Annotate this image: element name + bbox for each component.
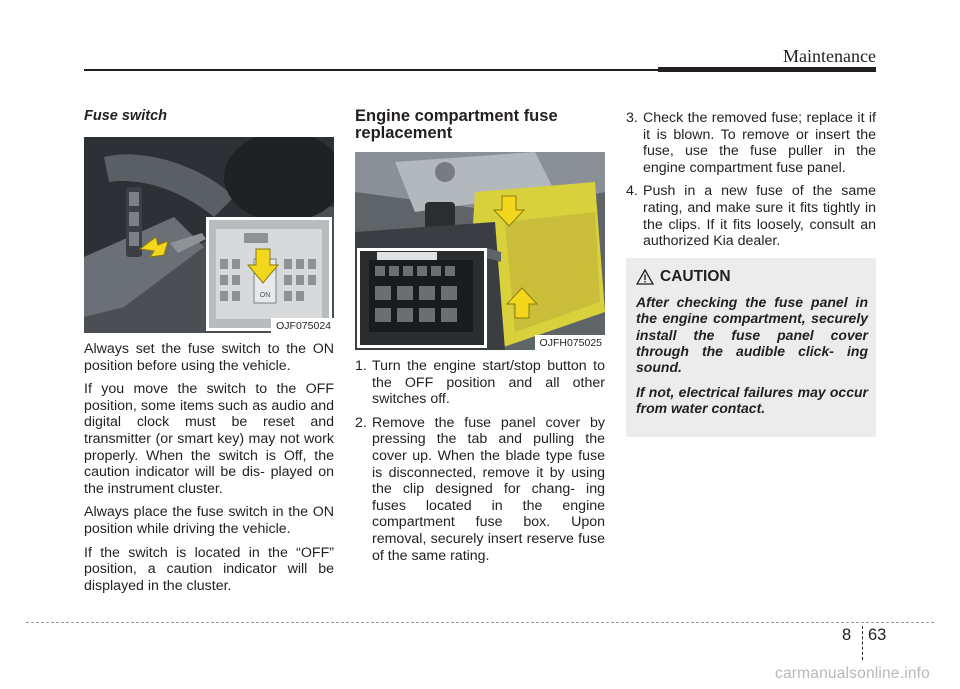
fuse-switch-illustration — [84, 137, 334, 333]
step-number: 2. — [355, 414, 367, 431]
caution-title: CAUTION — [660, 267, 731, 285]
engine-fuse-column — [355, 108, 605, 571]
caution-header — [636, 268, 868, 286]
step-text: Check the removed fuse; replace it if it is blown. To remove or insert the fuse, use the fuse puller in the engine compartment fuse panel. — [643, 110, 876, 176]
fuse-switch-paragraph-3: Always place the fuse switch in the ON position while driving the vehicle. — [84, 504, 334, 537]
step-number: 4. — [626, 183, 638, 200]
fuse-switch-photo — [84, 137, 334, 333]
engine-fuse-step-2 — [355, 415, 605, 564]
engine-fuse-photo — [355, 152, 605, 350]
step-text: Push in a new fuse of the same rating, and make sure it fits tightly in the clips. If it fits loosely, consult an authorized Kia dealer. — [643, 183, 876, 250]
page-header-title: Maintenance — [783, 46, 876, 66]
page-number: 63 — [868, 626, 887, 644]
engine-fuse-step-4 — [626, 183, 876, 249]
fuse-switch-heading: Fuse switch — [84, 108, 167, 124]
engine-fuse-image-code: OJFH075025 — [535, 335, 605, 350]
warning-triangle-icon — [636, 269, 654, 285]
chapter-number: 8 — [842, 626, 852, 644]
engine-fuse-step-1 — [355, 358, 605, 408]
step-number: 3. — [626, 110, 638, 126]
engine-fuse-heading: Engine compartment fuse replacement — [355, 107, 558, 142]
header-rule-accent — [658, 67, 876, 72]
fuse-switch-image-code: OJF075024 — [271, 318, 334, 333]
watermark-text: carmanualsonline.info — [775, 665, 930, 682]
fuse-switch-paragraph-4: If the switch is located in the “OFF” position, a caution indicator will be displayed in the cluster. — [84, 544, 334, 594]
page-number-separator — [862, 626, 863, 660]
engine-compartment-illustration — [355, 152, 605, 350]
fuse-switch-paragraph-1: Always set the fuse switch to the ON position before using the vehicle. — [84, 341, 334, 374]
fuse-switch-paragraph-2: If you move the switch to the OFF position, some items such as audio and digital clock must be reset and transmitter (or smart key) may not work properly. When the switch is Off, the caution indicator will be dis- played on the instrument cluster. — [84, 381, 334, 497]
engine-fuse-continued-column — [626, 110, 876, 437]
step-text: Turn the engine start/stop button to the OFF position and all other switches off. — [372, 358, 605, 408]
fuse-switch-on-label: ON — [259, 292, 271, 299]
caution-box — [626, 258, 876, 437]
caution-text-2: If not, electrical failures may occur from water contact. — [636, 383, 868, 417]
fuse-switch-column — [84, 108, 334, 601]
step-number: 1. — [355, 358, 367, 374]
caution-text-1: After checking the fuse panel in the engine compartment, securely install the fuse panel cover through the audible click- ing sound. — [636, 293, 868, 376]
engine-fuse-step-3 — [626, 110, 876, 176]
footer-rule — [26, 622, 934, 623]
step-text: Remove the fuse panel cover by pressing the tab and pulling the cover up. When the blade type fuse is disconnected, remove it by using the clip designed for chang- ing fuses located in the engine compartment fuse box. Upon removal, securely insert reserve fuse of the same rating. — [372, 414, 605, 564]
